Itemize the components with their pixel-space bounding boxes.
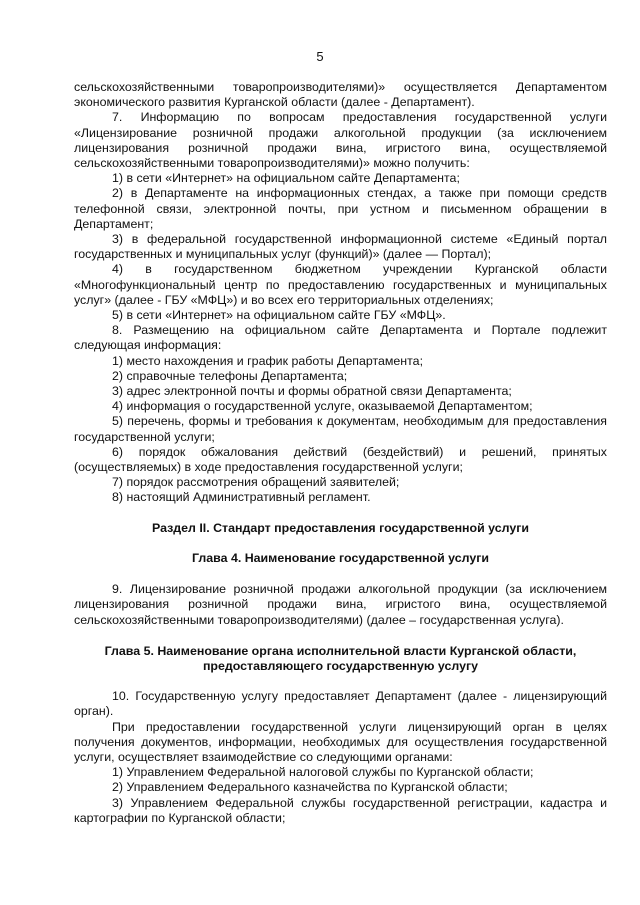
chapter-heading-line: предоставляющего государственную услугу: [202, 658, 479, 673]
chapter-heading: [74, 644, 607, 674]
list-item: 5) перечень, формы и требования к документам, необходимым для предоставления государственной услуги;: [74, 414, 607, 444]
paragraph: 8. Размещению на официальном сайте Департамента и Портале подлежит следующая информация:: [74, 323, 607, 353]
list-item: 2) справочные телефоны Департамента;: [112, 368, 348, 383]
paragraph: 9. Лицензирование розничной продажи алкогольной продукции (за исключением лицензирования розничной продажи вина, игристого вина, осуществляемой сельскохозяйственными товаропроизводителями) (далее – государственная услуга).: [74, 582, 607, 627]
section-heading: Раздел II. Стандарт предоставления государственной услуги: [151, 520, 530, 535]
list-item: 3) в федеральной государственной информационной системе «Единый портал государственных и муниципальных услуг (функций)» (далее — Портал);: [74, 232, 607, 262]
paragraph: 7. Информацию по вопросам предоставления государственной услуги «Лицензирование розничной продажи алкогольной продукции (за исключением лицензирования розничной продажи вина, игристого вина, осуществляемой сельскохозяйственными товаропроизводителями)» можно получить:: [74, 110, 607, 171]
list-item: 1) место нахождения и график работы Департамента;: [112, 353, 424, 368]
paragraph: 10. Государственную услугу предоставляет Департамент (далее - лицензирующий орган).: [74, 689, 607, 719]
list-item: 2) Управлением Федерального казначейства по Курганской области;: [112, 780, 508, 795]
list-item: 1) в сети «Интернет» на официальном сайте Департамента;: [112, 171, 460, 186]
list-item: 3) адрес электронной почты и формы обратной связи Департамента;: [112, 384, 512, 399]
list-item: 8) настоящий Административный регламент.: [112, 490, 371, 505]
document-body: [74, 80, 607, 826]
page-number: 5: [316, 49, 324, 64]
paragraph: сельскохозяйственными товаропроизводителями)» осуществляется Департаментом экономического развития Курганской области (далее - Департамент).: [74, 80, 607, 110]
list-item: 4) информация о государственной услуге, оказываемой Департаментом;: [112, 399, 533, 414]
chapter-heading: Глава 4. Наименование государственной услуги: [191, 550, 490, 565]
paragraph: При предоставлении государственной услуги лицензирующий орган в целях получения документов, информации, необходимых для осуществления государственной услуги, осуществляет взаимодействие со следующими органами:: [74, 719, 607, 764]
list-item: 3) Управлением Федеральной службы государственной регистрации, кадастра и картографии по Курганской области;: [74, 795, 607, 825]
list-item: 2) в Департаменте на информационных стендах, а также при помощи средств телефонной связи, электронной почты, при устном и письменном обращении в Департамент;: [74, 186, 607, 231]
list-item: 7) порядок рассмотрения обращений заявителей;: [112, 475, 400, 490]
list-item: 6) порядок обжалования действий (бездействий) и решений, принятых (осуществляемых) в ходе предоставления государственной услуги;: [74, 444, 607, 475]
chapter-heading-line: Глава 5. Наименование органа исполнительной власти Курганской области,: [104, 643, 577, 658]
list-item: 5) в сети «Интернет» на официальном сайте ГБУ «МФЦ».: [112, 308, 446, 323]
list-item: 1) Управлением Федеральной налоговой службы по Курганской области;: [112, 765, 534, 780]
list-item: 4) в государственном бюджетном учреждении Курганской области «Многофункциональный центр по предоставлению государственных и муниципальных услуг» (далее - ГБУ «МФЦ») и во всех его территориальных отделениях;: [74, 262, 607, 307]
